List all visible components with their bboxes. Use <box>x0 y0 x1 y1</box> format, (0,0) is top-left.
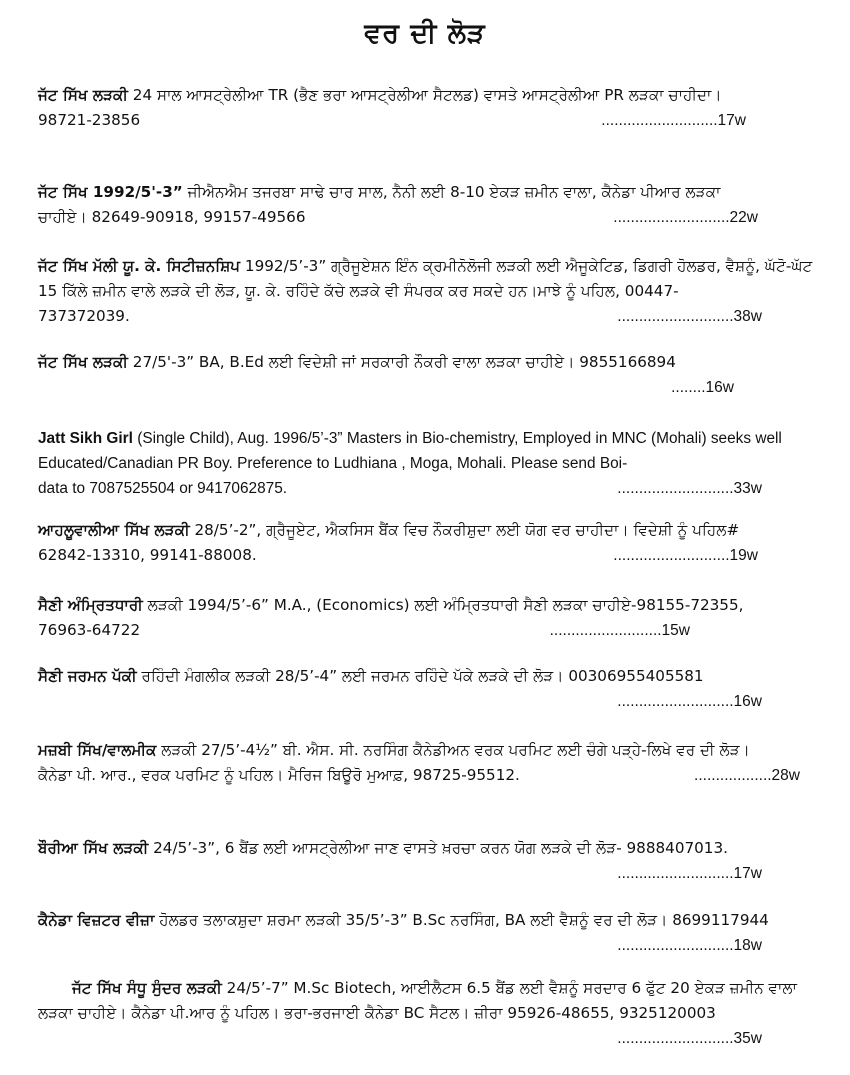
ad-lead: ਜੱਟ ਸਿੱਖ ਮੱਲੀ ਯੂ. ਕੇ. ਸਿਟੀਜ਼ਨਸ਼ਿਪ <box>38 257 241 275</box>
classified-ad <box>38 180 816 230</box>
ad-lead: ਜੱਟ ਸਿੱਖ ਲੜਕੀ <box>38 353 128 371</box>
ad-body: (Single Child), Aug. 1996/5’-3” Masters in Bio-chemistry, Employed in MNC (Mohali) seeks well Educated/Canadian PR Boy. Preference to Ludhiana , Moga, Mohali. Please send Boi- <box>38 430 782 472</box>
ad-body: ਰਹਿੰਦੀ ਮੰਗਲੀਕ ਲੜਕੀ 28/5’-4” ਲਈ ਜਰਮਨ ਰਹਿੰਦੇ ਪੱਕੇ ਲੜਕੇ ਦੀ ਲੋੜ। 00306955405581 <box>136 667 704 685</box>
ad-contact: 737372039. <box>38 307 130 325</box>
ad-code: ...........................17w <box>617 865 762 882</box>
ad-body: ਲੜਕੀ 27/5’-4½” ਬੀ. ਐਸ. ਸੀ. ਨਰਸਿੰਗ ਕੈਨੇਡੀਅਨ ਵਰਕ ਪਰਮਿਟ ਲਈ ਚੰਗੇ ਪੜ੍ਹੇ-ਲਿਖੇ ਵਰ ਦੀ ਲੋੜ। <box>156 741 750 759</box>
ad-lead: Jatt Sikh Girl <box>38 430 133 447</box>
classified-ad <box>38 518 816 568</box>
ad-body: 24/5’-3”, 6 ਬੈਂਡ ਲਈ ਆਸਟ੍ਰੇਲੀਆ ਜਾਣ ਵਾਸਤੇ ਖ਼ਰਚਾ ਕਰਨ ਯੋਗ ਲੜਕੇ ਦੀ ਲੋੜ- 9888407013. <box>148 839 728 857</box>
ad-contact: 62842-13310, 99141-88008. <box>38 546 257 564</box>
ad-contact: 98721-23856 <box>38 111 141 129</box>
ad-code: ...........................17w <box>601 112 746 129</box>
ad-body: 28/5’-2”, ਗ੍ਰੈਜੂਏਟ, ਐਕਸਿਸ ਬੈਂਕ ਵਿਚ ਨੌਕਰੀਸ਼ੁਦਾ ਲਈ ਯੋਗ ਵਰ ਚਾਹੀਦਾ। ਵਿਦੇਸ਼ੀ ਨੂੰ ਪਹਿਲ# <box>189 521 740 539</box>
page-title: ਵਰ ਦੀ ਲੋੜ <box>364 18 486 49</box>
ad-code: ........16w <box>671 379 734 396</box>
ad-lead: ਜੱਟ ਸਿੱਖ ਸੰਧੂ ਸੁੰਦਰ ਲੜਕੀ <box>72 979 222 997</box>
ad-lead: ਸੈਣੀ ਜਰਮਨ ਪੱਕੀ <box>38 667 137 685</box>
classified-ad <box>38 908 816 958</box>
ad-body: 27/5'-3” BA, B.Ed ਲਈ ਵਿਦੇਸ਼ੀ ਜਾਂ ਸਰਕਾਰੀ ਨੌਕਰੀ ਵਾਲਾ ਲੜਕਾ ਚਾਹੀਏ। 9855166894 <box>127 353 676 371</box>
ad-lead: ਸੈਣੀ ਅੰਮ੍ਰਿਤਧਾਰੀ <box>38 596 143 614</box>
ad-lead: ਜੱਟ ਸਿੱਖ ਲੜਕੀ <box>38 86 128 104</box>
classified-ad <box>38 593 816 643</box>
ad-lead: ਆਹਲੂਵਾਲੀਆ ਸਿੱਖ ਲੜਕੀ <box>38 521 190 539</box>
ad-code: ...........................16w <box>617 693 762 710</box>
ad-body: ਜੀਐਨਐਮ ਤਜਰਬਾ ਸਾਢੇ ਚਾਰ ਸਾਲ, ਨੈਨੀ ਲਈ 8-10 ਏਕੜ ਜ਼ਮੀਨ ਵਾਲਾ, ਕੈਨੇਡਾ ਪੀਆਰ ਲੜਕਾ <box>182 183 721 201</box>
classified-ad <box>38 426 816 501</box>
ad-body: 24 ਸਾਲ ਆਸਟ੍ਰੇਲੀਆ TR (ਭੈਣ ਭਰਾ ਆਸਟ੍ਰੇਲੀਆ ਸੈਟਲਡ) ਵਾਸਤੇ ਆਸਟ੍ਰੇਲੀਆ PR ਲੜਕਾ ਚਾਹੀਦਾ। <box>127 86 722 104</box>
ad-code: ...........................19w <box>613 547 758 564</box>
ad-code: ..................28w <box>694 767 800 784</box>
ad-code: ..........................15w <box>549 622 690 639</box>
ad-lead: ਕੈਨੇਡਾ ਵਿਜ਼ਟਰ ਵੀਜ਼ਾ <box>38 911 155 929</box>
ad-lead: ਮਜ਼ਬੀ ਸਿੱਖ/ਵਾਲਮੀਕ <box>38 741 157 759</box>
ad-body: 1992/5’-3” ਗ੍ਰੈਜੂਏਸ਼ਨ ਇੰਨ ਕ੍ਰਮੀਨੋਲੋਜੀ ਲੜਕੀ ਲਈ ਐਜੂਕੇਟਿਡ, ਡਿਗਰੀ ਹੋਲਡਰ, ਵੈਸ਼ਨੂੰ, ਘੱਟੋ-ਘੱਟ 15 ਕਿੱਲੇ ਜ਼ਮੀਨ ਵਾਲੇ ਲੜਕੇ ਦੀ ਲੋੜ, ਯੂ. ਕੇ. ਰਹਿੰਦੇ ਕੱਚੇ ਲੜਕੇ ਵੀ ਸੰਪਰਕ ਕਰ ਸਕਦੇ ਹਨ।ਮਾਝੇ ਨੂੰ ਪਹਿਲ, 00447- <box>38 257 813 300</box>
ad-body: 24/5’-7” M.Sc Biotech, ਆਈਲੈਟਸ 6.5 ਬੈਂਡ ਲਈ ਵੈਸ਼ਨੂੰ ਸਰਦਾਰ 6 ਫੁੱਟ 20 ਏਕੜ ਜ਼ਮੀਨ ਵਾਲਾ ਲੜਕਾ ਚਾਹੀਏ। ਕੈਨੇਡਾ ਪੀ.ਆਰ ਨੂੰ ਪਹਿਲ। ਭਰਾ-ਭਰਜਾਈ ਕੈਨੇਡਾ BC ਸੈਟਲ। ਜ਼ੀਰਾ 95926-48655, 9325120003 <box>38 979 798 1022</box>
ad-body: ਹੋਲਡਰ ਤਲਾਕਸ਼ੁਦਾ ਸ਼ਰਮਾ ਲੜਕੀ 35/5’-3” B.Sc ਨਰਸਿੰਗ, BA ਲਈ ਵੈਸ਼ਨੂੰ ਵਰ ਦੀ ਲੋੜ। 8699117944 <box>154 911 769 929</box>
ad-contact: data to 7087525504 or 9417062875. <box>38 480 288 497</box>
ad-code: ...........................35w <box>617 1030 762 1047</box>
classified-ad <box>38 254 816 329</box>
classified-ad <box>38 738 816 788</box>
classified-ad <box>38 664 816 714</box>
ad-contact: ਚਾਹੀਏ। 82649-90918, 99157-49566 <box>38 208 306 226</box>
ad-code: ...........................18w <box>617 937 762 954</box>
ad-code: ...........................33w <box>617 480 762 497</box>
ad-contact: ਕੈਨੇਡਾ ਪੀ. ਆਰ., ਵਰਕ ਪਰਮਿਟ ਨੂੰ ਪਹਿਲ। ਮੈਰਿਜ ਬਿਊਰੋ ਮੁਆਫ਼, 98725-95512. <box>38 766 520 784</box>
classified-ad <box>38 836 816 886</box>
classified-ad <box>38 350 816 400</box>
ad-lead: ਜੱਟ ਸਿੱਖ 1992/5'-3” <box>38 183 183 201</box>
ad-lead: ਬੌਰੀਆ ਸਿੱਖ ਲੜਕੀ <box>38 839 149 857</box>
ad-code: ...........................38w <box>617 308 762 325</box>
ad-code: ...........................22w <box>613 209 758 226</box>
classified-ad <box>38 976 816 1051</box>
ad-body: ਲੜਕੀ 1994/5’-6” M.A., (Economics) ਲਈ ਅੰਮ੍ਰਿਤਧਾਰੀ ਸੈਣੀ ਲੜਕਾ ਚਾਹੀਏ-98155-72355, <box>142 596 744 614</box>
classified-ad <box>38 83 816 133</box>
ad-contact: 76963-64722 <box>38 621 141 639</box>
